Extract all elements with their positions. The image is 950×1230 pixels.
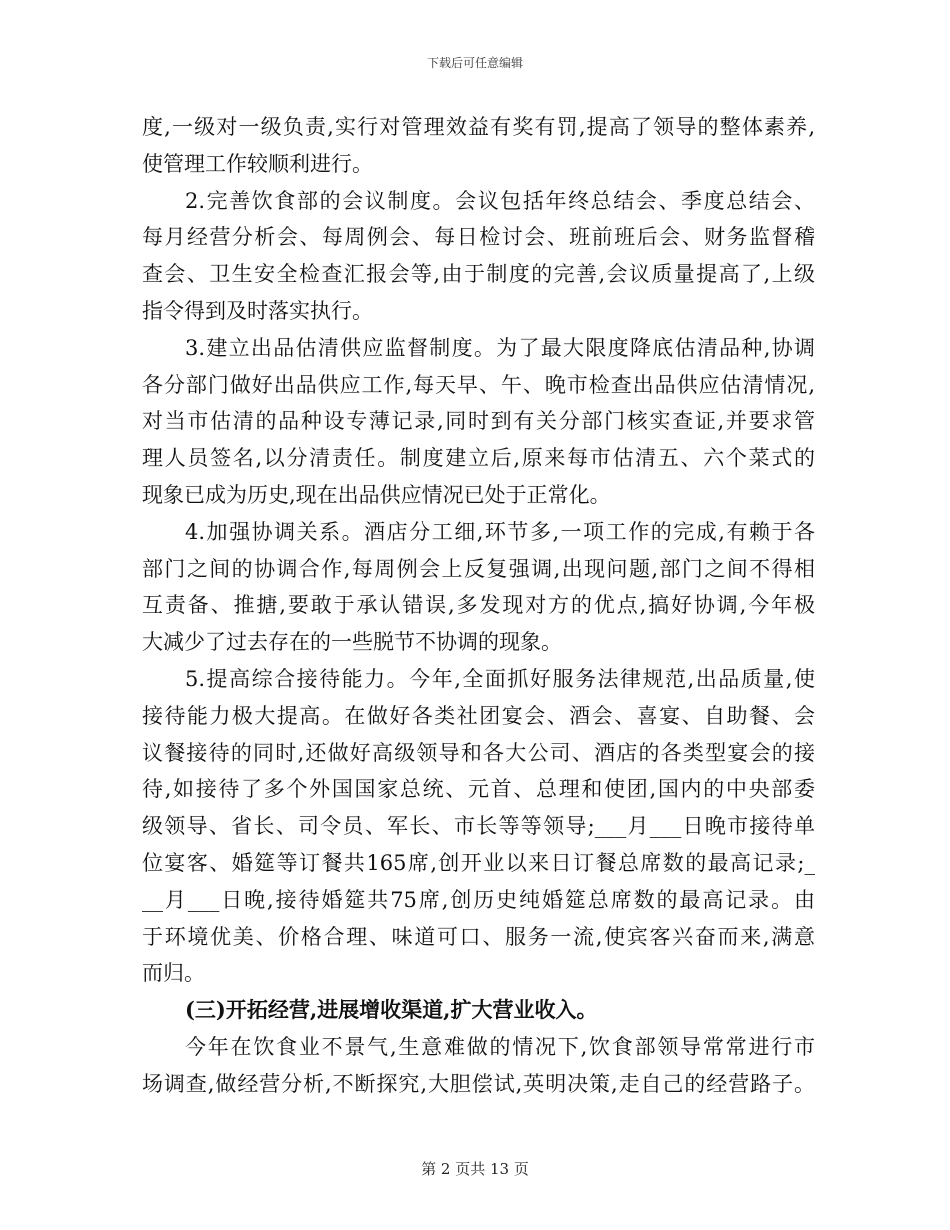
text-line: __月___日晚,接待婚筵共75席,创历史纯婚筵总席数的最高记录。由 xyxy=(142,887,815,912)
text-line: 接待能力极大提高。在做好各类社团宴会、酒会、喜宴、自助餐、会 xyxy=(142,703,815,728)
text-line: 4.加强协调关系。酒店分工细,环节多,一项工作的完成,有赖于各 xyxy=(185,519,815,544)
text-line: 查会、卫生安全检查汇报会等,由于制度的完善,会议质量提高了,上级 xyxy=(142,262,815,287)
text-line: 大减少了过去存在的一些脱节不协调的现象。 xyxy=(142,630,562,655)
text-line: 3.建立出品估清供应监督制度。为了最大限度降底估清品种,协调 xyxy=(185,335,815,360)
text-line: 互责备、推搪,要敢于承认错误,多发现对方的优点,搞好协调,今年极 xyxy=(142,593,815,618)
text-line: 对当市估清的品种设专薄记录,同时到有关分部门核实查证,并要求管 xyxy=(142,409,815,434)
text-line: 议餐接待的同时,还做好高级领导和各大公司、酒店的各类型宴会的接 xyxy=(142,740,815,765)
section-heading: (三)开拓经营,进展增收渠道,扩大营业收入。 xyxy=(185,997,598,1023)
text-line: 场调查,做经营分析,不断探究,大胆偿试,英明决策,走自己的经营路子。 xyxy=(142,1071,815,1096)
text-line: 每月经营分析会、每周例会、每日检讨会、班前班后会、财务监督稽 xyxy=(142,225,815,250)
text-line: 指令得到及时落实执行。 xyxy=(142,298,373,323)
document-body xyxy=(142,109,815,1103)
text-line: 5.提高综合接待能力。今年,全面抓好服务法律规范,出品质量,使 xyxy=(185,666,815,691)
text-line: 部门之间的协调合作,每周例会上反复强调,出现问题,部门之间不得相 xyxy=(142,556,815,581)
text-line: 度,一级对一级负责,实行对管理效益有奖有罚,提高了领导的整体素养, xyxy=(142,115,815,139)
text-line: 于环境优美、价格合理、味道可口、服务一流,使宾客兴奋而来,满意 xyxy=(142,924,815,949)
text-line: 2.完善饮食部的会议制度。会议包括年终总结会、季度总结会、 xyxy=(185,188,815,213)
text-line: 现象已成为历史,现在出品供应情况已处于正常化。 xyxy=(142,482,611,507)
text-line: 今年在饮食业不景气,生意难做的情况下,饮食部领导常常进行市 xyxy=(185,1034,815,1059)
text-line: 位宴客、婚筵等订餐共165席,创开业以来日订餐总席数的最高记录;_ xyxy=(142,850,815,875)
text-line: 而归。 xyxy=(142,961,205,986)
page-footer: 第 2 页共 13 页 xyxy=(421,1160,529,1178)
text-line: 待,如接待了多个外国国家总统、元首、总理和使团,国内的中央部委 xyxy=(142,777,815,802)
text-line: 使管理工作较顺利进行。 xyxy=(142,151,373,176)
text-line: 理人员签名,以分清责任。制度建立后,原来每市估清五、六个菜式的 xyxy=(142,446,815,471)
page-header: 下载后可任意编辑 xyxy=(426,56,523,70)
text-line: 各分部门做好出品供应工作,每天早、午、晚市检查出品供应估清情况, xyxy=(142,372,815,397)
text-line: 级领导、省长、司令员、军长、市长等等领导;___月___日晚市接待单 xyxy=(142,814,815,839)
